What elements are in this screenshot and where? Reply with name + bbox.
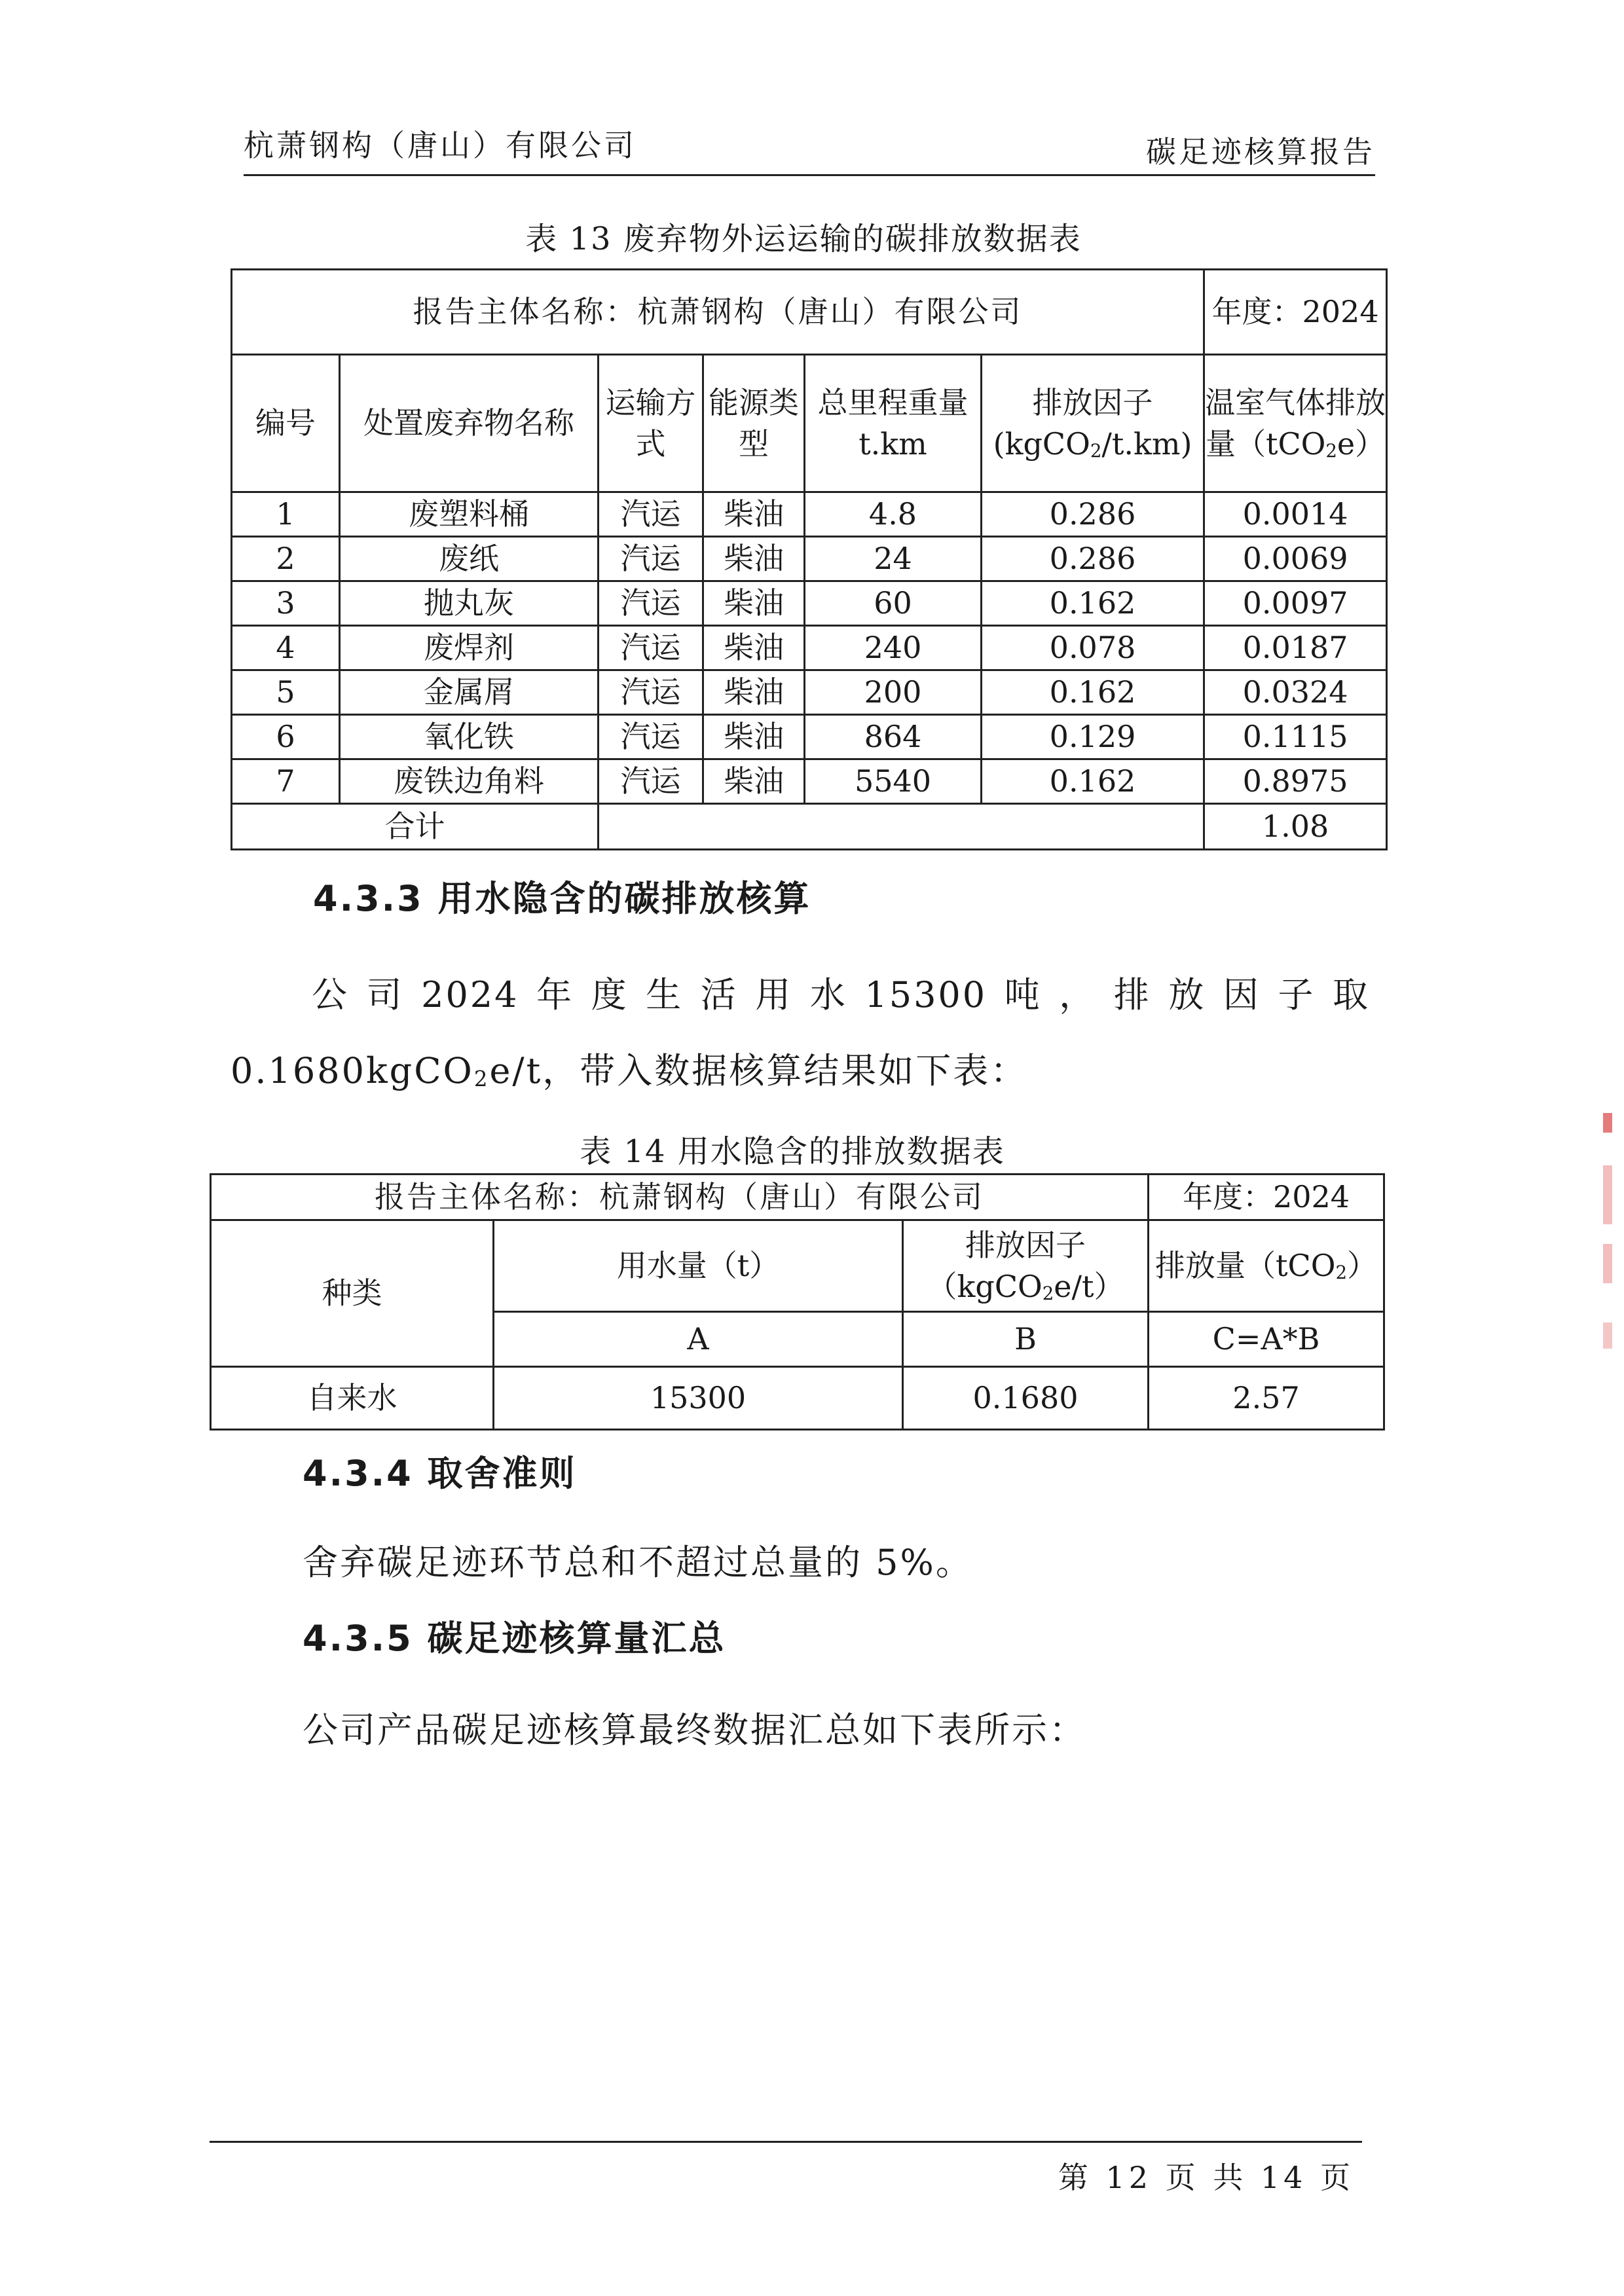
cell-emission: 0.0069 [1204, 537, 1387, 581]
cell-emission: 0.0014 [1204, 492, 1387, 537]
cell-number: 4 [232, 626, 340, 670]
cell-energy: 柴油 [703, 537, 805, 581]
table14-entity: 报告主体名称：杭萧钢构（唐山）有限公司 [211, 1175, 1149, 1220]
td14-kind: 自来水 [211, 1367, 494, 1430]
section-4-3-5-title: 4.3.5 碳足迹核算量汇总 [303, 1618, 726, 1659]
table13-total-empty [599, 804, 1204, 850]
table-row [232, 715, 1387, 759]
header-report-title: 碳足迹核算报告 [1146, 134, 1375, 170]
th14-sub-a: A [494, 1312, 903, 1367]
th-factor: 排放因子(kgCO$_2$/t.km) [982, 355, 1204, 492]
th14-factor: 排放因子（kgCO$_2$e/t） [903, 1220, 1149, 1312]
page-number: 第 12 页 共 14 页 [1058, 2160, 1354, 2195]
cell-mileage: 240 [805, 626, 982, 670]
th14-kind: 种类 [211, 1220, 494, 1367]
th-waste-name: 处置废弃物名称 [340, 355, 599, 492]
table13-caption: 表 13 废弃物外运运输的碳排放数据表 [525, 221, 1082, 257]
stamp-fragment [1603, 1244, 1612, 1283]
cell-mileage: 4.8 [805, 492, 982, 537]
section-4-3-4-paragraph: 舍弃碳足迹环节总和不超过总量的 5%。 [303, 1542, 973, 1583]
table-row [232, 492, 1387, 537]
header-divider [244, 174, 1375, 176]
cell-mileage: 24 [805, 537, 982, 581]
table13-entity: 报告主体名称：杭萧钢构（唐山）有限公司 [232, 270, 1204, 355]
cell-mileage: 60 [805, 581, 982, 626]
section-4-3-4-title: 4.3.4 取舍准则 [303, 1453, 577, 1494]
th14-emission: 排放量（tCO$_2$） [1149, 1220, 1384, 1312]
cell-number: 5 [232, 670, 340, 715]
cell-transport: 汽运 [599, 581, 703, 626]
cell-waste-name: 废塑料桶 [340, 492, 599, 537]
cell-energy: 柴油 [703, 626, 805, 670]
table13-total-label: 合计 [232, 804, 599, 850]
cell-transport: 汽运 [599, 492, 703, 537]
td14-emission: 2.57 [1149, 1367, 1384, 1430]
td14-water: 15300 [494, 1367, 903, 1430]
cell-waste-name: 废铁边角料 [340, 759, 599, 804]
cell-emission: 0.8975 [1204, 759, 1387, 804]
cell-transport: 汽运 [599, 626, 703, 670]
table-row [232, 581, 1387, 626]
table13 [231, 268, 1388, 850]
th14-water: 用水量（t） [494, 1220, 903, 1312]
cell-transport: 汽运 [599, 537, 703, 581]
cell-emission: 0.0187 [1204, 626, 1387, 670]
th-mileage: 总里程重量 t.km [805, 355, 982, 492]
table13-total-value: 1.08 [1204, 804, 1387, 850]
table14 [210, 1173, 1385, 1430]
cell-number: 3 [232, 581, 340, 626]
cell-factor: 0.162 [982, 670, 1204, 715]
th14-sub-b: B [903, 1312, 1149, 1367]
table14-year: 年度：2024 [1149, 1175, 1384, 1220]
th-transport: 运输方式 [599, 355, 703, 492]
stamp-fragment [1603, 1113, 1612, 1133]
cell-mileage: 5540 [805, 759, 982, 804]
cell-factor: 0.078 [982, 626, 1204, 670]
cell-waste-name: 金属屑 [340, 670, 599, 715]
footer-divider [210, 2141, 1362, 2143]
cell-factor: 0.286 [982, 537, 1204, 581]
th-number: 编号 [232, 355, 340, 492]
table13-year: 年度：2024 [1204, 270, 1387, 355]
cell-number: 6 [232, 715, 340, 759]
cell-number: 7 [232, 759, 340, 804]
th-emission: 温室气体排放量（tCO$_2$e） [1204, 355, 1387, 492]
cell-energy: 柴油 [703, 492, 805, 537]
table14-caption: 表 14 用水隐含的排放数据表 [580, 1133, 1005, 1170]
table-row [232, 670, 1387, 715]
cell-energy: 柴油 [703, 715, 805, 759]
cell-waste-name: 氧化铁 [340, 715, 599, 759]
cell-energy: 柴油 [703, 581, 805, 626]
cell-factor: 0.129 [982, 715, 1204, 759]
cell-transport: 汽运 [599, 670, 703, 715]
cell-mileage: 200 [805, 670, 982, 715]
section-4-3-3-title: 4.3.3 用水隐含的碳排放核算 [313, 878, 811, 919]
stamp-fragment [1603, 1165, 1612, 1224]
cell-factor: 0.162 [982, 759, 1204, 804]
table-row [232, 537, 1387, 581]
cell-factor: 0.162 [982, 581, 1204, 626]
cell-waste-name: 废纸 [340, 537, 599, 581]
cell-mileage: 864 [805, 715, 982, 759]
cell-energy: 柴油 [703, 670, 805, 715]
table-row [232, 759, 1387, 804]
cell-waste-name: 抛丸灰 [340, 581, 599, 626]
cell-emission: 0.0097 [1204, 581, 1387, 626]
cell-factor: 0.286 [982, 492, 1204, 537]
cell-emission: 0.1115 [1204, 715, 1387, 759]
header-company: 杭萧钢构（唐山）有限公司 [244, 128, 637, 163]
cell-energy: 柴油 [703, 759, 805, 804]
cell-transport: 汽运 [599, 715, 703, 759]
cell-waste-name: 废焊剂 [340, 626, 599, 670]
td14-factor: 0.1680 [903, 1367, 1149, 1430]
section-4-3-3-paragraph: 公司2024年度生活用水15300吨，排放因子取0.1680kgCO$_2$e/t，带入数据核算结果如下表： [231, 974, 1370, 1091]
table-row [232, 626, 1387, 670]
cell-transport: 汽运 [599, 759, 703, 804]
stamp-fragment [1603, 1322, 1612, 1349]
section-4-3-5-paragraph: 公司产品碳足迹核算最终数据汇总如下表所示： [303, 1709, 1086, 1751]
cell-emission: 0.0324 [1204, 670, 1387, 715]
th14-sub-c: C=A*B [1149, 1312, 1384, 1367]
cell-number: 1 [232, 492, 340, 537]
cell-number: 2 [232, 537, 340, 581]
th-energy: 能源类型 [703, 355, 805, 492]
